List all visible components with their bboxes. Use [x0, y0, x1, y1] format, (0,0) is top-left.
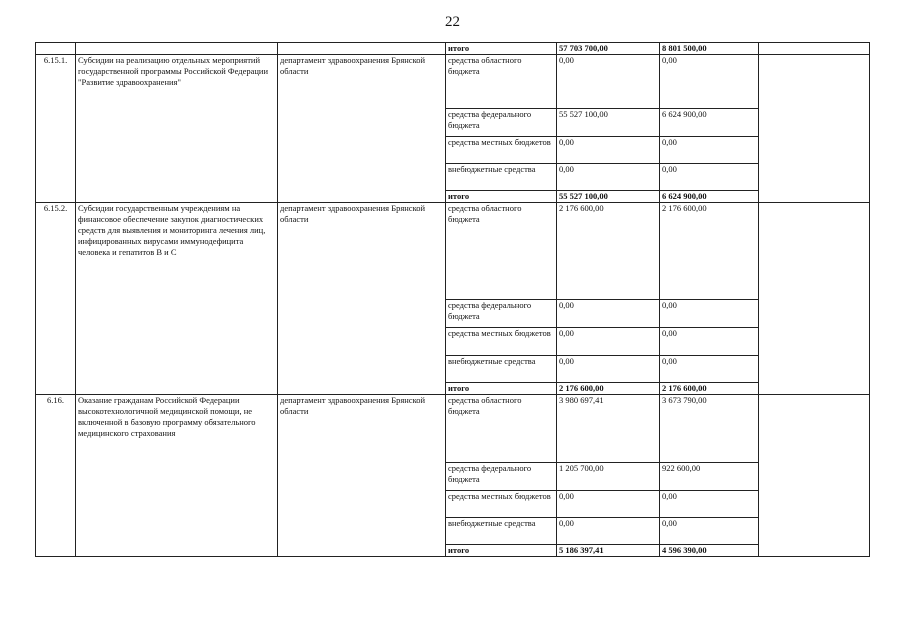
value-2: 922 600,00 — [660, 463, 759, 491]
value-1: 0,00 — [557, 328, 660, 356]
value-2: 0,00 — [660, 137, 759, 164]
value-2: 0,00 — [660, 518, 759, 545]
value-2: 0,00 — [660, 491, 759, 518]
source-label-total: итого — [446, 383, 557, 395]
item-name: Субсидии государственным учреждениям на финансовое обеспечение закупок диагностических средств для выявления и мониторинга лечения лиц, инфицированных вирусами иммунодефицита человека и гепатитов В и С — [76, 203, 278, 395]
value-2-total: 4 596 390,00 — [660, 545, 759, 557]
source-label: внебюджетные средства — [446, 164, 557, 191]
source-label-total: итого — [446, 43, 557, 55]
value-2: 0,00 — [660, 328, 759, 356]
page-number: 22 — [445, 14, 460, 30]
item-executor: департамент здравоохранения Брянской области — [278, 395, 446, 557]
budget-table — [35, 42, 870, 557]
cell-empty — [36, 43, 76, 55]
item-executor: департамент здравоохранения Брянской области — [278, 55, 446, 203]
value-1: 0,00 — [557, 55, 660, 109]
source-label-total: итого — [446, 191, 557, 203]
source-label: средства федерального бюджета — [446, 300, 557, 328]
value-1-total: 2 176 600,00 — [557, 383, 660, 395]
value-2-total: 6 624 900,00 — [660, 191, 759, 203]
value-2: 0,00 — [660, 55, 759, 109]
item-name: Оказание гражданам Российской Федерации высокотехнологичной медицинской помощи, не включенной в базовую программу обязательного медицинского страхования — [76, 395, 278, 557]
source-label: средства федерального бюджета — [446, 109, 557, 137]
value-1-total: 57 703 700,00 — [557, 43, 660, 55]
source-label: внебюджетные средства — [446, 356, 557, 383]
value-1: 0,00 — [557, 356, 660, 383]
table-row — [36, 395, 870, 463]
table-row-carryover-total — [36, 43, 870, 55]
item-name: Субсидии на реализацию отдельных мероприятий государственной программы Российской Федерации "Развитие здравоохранения" — [76, 55, 278, 203]
cell-empty — [759, 395, 870, 557]
cell-empty — [76, 43, 278, 55]
value-2: 6 624 900,00 — [660, 109, 759, 137]
item-number: 6.15.1. — [36, 55, 76, 203]
value-1-total: 5 186 397,41 — [557, 545, 660, 557]
cell-empty — [759, 203, 870, 395]
value-1: 0,00 — [557, 300, 660, 328]
value-2: 3 673 790,00 — [660, 395, 759, 463]
value-1: 55 527 100,00 — [557, 109, 660, 137]
value-2: 0,00 — [660, 356, 759, 383]
cell-empty — [278, 43, 446, 55]
value-1: 0,00 — [557, 164, 660, 191]
value-2: 0,00 — [660, 164, 759, 191]
value-2: 0,00 — [660, 300, 759, 328]
value-1: 0,00 — [557, 491, 660, 518]
source-label: средства местных бюджетов — [446, 491, 557, 518]
value-1: 3 980 697,41 — [557, 395, 660, 463]
source-label: средства областного бюджета — [446, 55, 557, 109]
source-label: средства областного бюджета — [446, 203, 557, 300]
source-label: средства федерального бюджета — [446, 463, 557, 491]
item-number: 6.15.2. — [36, 203, 76, 395]
value-1-total: 55 527 100,00 — [557, 191, 660, 203]
source-label: средства местных бюджетов — [446, 137, 557, 164]
table-row — [36, 203, 870, 300]
item-executor: департамент здравоохранения Брянской области — [278, 203, 446, 395]
cell-empty — [759, 43, 870, 55]
value-1: 0,00 — [557, 518, 660, 545]
value-1: 1 205 700,00 — [557, 463, 660, 491]
value-2-total: 8 801 500,00 — [660, 43, 759, 55]
source-label-total: итого — [446, 545, 557, 557]
value-2: 2 176 600,00 — [660, 203, 759, 300]
value-1: 2 176 600,00 — [557, 203, 660, 300]
source-label: средства местных бюджетов — [446, 328, 557, 356]
value-2-total: 2 176 600,00 — [660, 383, 759, 395]
source-label: средства областного бюджета — [446, 395, 557, 463]
table-row — [36, 55, 870, 109]
value-1: 0,00 — [557, 137, 660, 164]
cell-empty — [759, 55, 870, 203]
item-number: 6.16. — [36, 395, 76, 557]
source-label: внебюджетные средства — [446, 518, 557, 545]
